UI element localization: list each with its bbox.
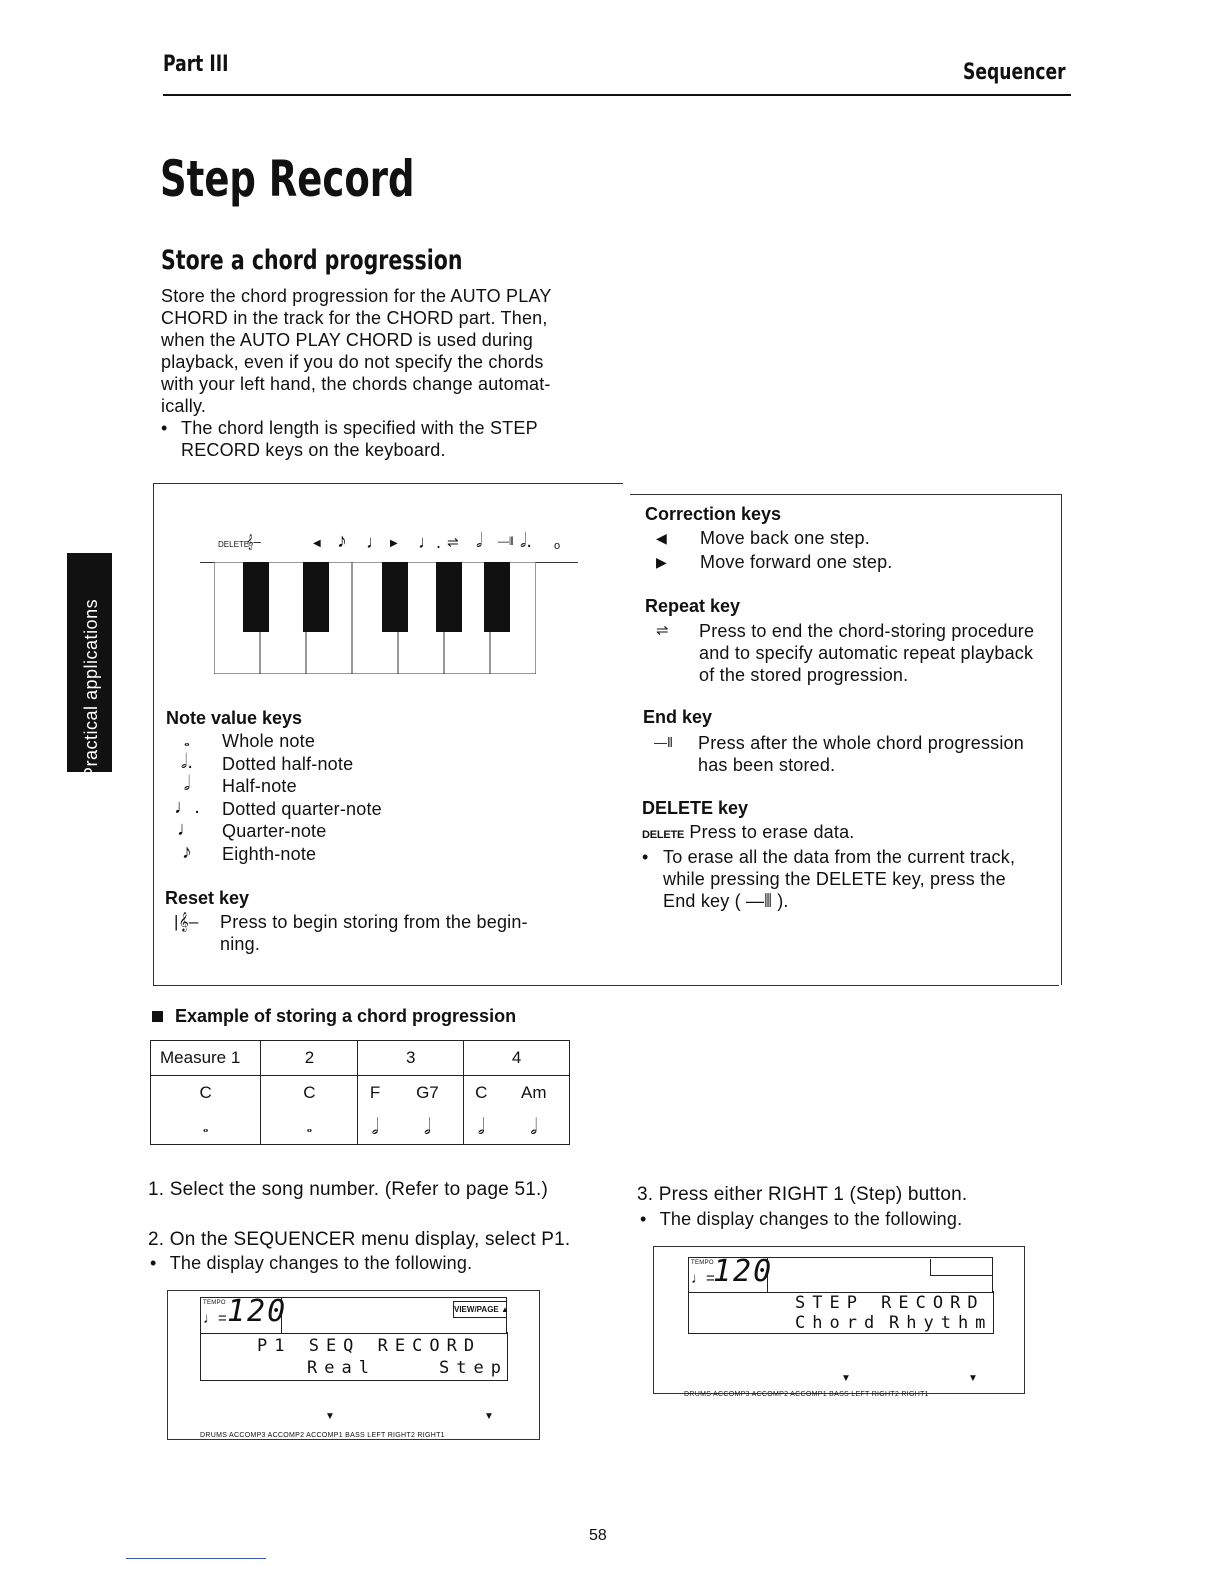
table-cell: 4 [464, 1041, 570, 1076]
piano-keys [214, 562, 536, 674]
lcd-badge-area [930, 1259, 993, 1276]
reset-icon: |𝄞– [174, 912, 199, 931]
delete-key-desc [642, 821, 1057, 912]
correction-keys-list [656, 527, 1036, 575]
lcd-line-2-left: Chord [795, 1313, 882, 1333]
forward-arrow-icon: ▶ [656, 554, 667, 570]
quarter-note-icon: ♩ [366, 532, 384, 552]
repeat-key-line: Press to end the chord-storing procedure [699, 621, 1035, 641]
quarter-note-icon: ♩ [176, 818, 198, 840]
whole-note-icon: 𝅝 [184, 733, 190, 749]
intro-line: CHORD in the track for the CHORD part. Then, [161, 308, 548, 328]
down-arrow-icon: ▼ [841, 1373, 851, 1384]
black-key [436, 562, 462, 632]
table-cell: F [358, 1076, 392, 1111]
reset-key-line: Press to begin storing from the begin- [220, 912, 528, 932]
step-text: Press either RIGHT 1 (Step) button. [658, 1184, 968, 1205]
step-number: 1. [148, 1179, 165, 1200]
repeat-key-desc [656, 620, 1056, 686]
tempo-value: 120 [227, 1294, 288, 1329]
down-arrow-icon: ▼ [968, 1373, 978, 1384]
note-label: Dotted half-note [222, 753, 354, 774]
step-2-bullet [150, 1252, 472, 1274]
example-square-icon [152, 1011, 163, 1022]
page-number: 58 [589, 1527, 607, 1544]
example-heading: Example of storing a chord progression [175, 1006, 517, 1026]
list-item [656, 551, 1036, 575]
section-subtitle: Store a chord progression [161, 245, 463, 276]
bullet-dot: • [150, 1253, 157, 1273]
table-cell: 𝅝 [261, 1110, 358, 1145]
intro-bullet [161, 417, 591, 461]
lcd-main-screen [200, 1332, 508, 1381]
lcd-display-1 [167, 1290, 540, 1440]
step-text: Select the song number. (Refer to page 51.) [169, 1179, 548, 1200]
keys-panel-top-rule-right [630, 494, 1062, 495]
delete-bullet-line: To erase all the data from the current track, [663, 847, 1016, 867]
black-key [484, 562, 510, 632]
step-number: 2. [148, 1229, 165, 1250]
side-tab [67, 553, 112, 779]
tempo-value: 120 [713, 1254, 774, 1289]
end-key-line: has been stored. [698, 755, 836, 775]
intro-line: Store the chord progression for the AUTO PLAY [161, 286, 552, 306]
quarter-note-icon: ♩= [691, 1270, 715, 1287]
view-page-badge: VIEW/PAGE ▲ [453, 1301, 507, 1318]
dotted-quarter-icon: ♩. [418, 532, 442, 552]
half-note-icon: 𝅗𝅥 [183, 773, 191, 795]
delete-key-label: DELETE [218, 540, 250, 549]
note-value-list [166, 730, 466, 865]
table-cell: 𝅗𝅥 [498, 1110, 569, 1145]
note-label: Dotted quarter-note [222, 798, 382, 819]
step-bullet-text: The display changes to the following. [659, 1209, 963, 1229]
lcd-footer: DRUMS ACCOMP3 ACCOMP2 ACCOMP1 BASS LEFT RIGHT2 RIGHT1 [684, 1391, 929, 1398]
table-cell: 2 [261, 1041, 358, 1076]
table-row [151, 1041, 570, 1076]
note-label: Half-note [222, 776, 297, 796]
bullet-dot: • [642, 847, 649, 867]
table-cell: C [464, 1076, 499, 1111]
end-key-heading: End key [643, 707, 713, 727]
repeat-key-line: and to specify automatic repeat playback [699, 643, 1034, 663]
back-arrow-icon: ◀ [313, 538, 321, 549]
table-cell: 𝅝 [151, 1110, 261, 1145]
step-2 [148, 1229, 570, 1251]
back-arrow-icon: ◀ [656, 530, 667, 546]
dotted-quarter-note-icon: ♩. [174, 795, 200, 818]
list-item [166, 750, 466, 776]
correction-keys-heading: Correction keys [645, 504, 782, 524]
delete-key-label: DELETE [642, 829, 685, 841]
table-cell: C [261, 1076, 358, 1111]
step-bullet-text: The display changes to the following. [169, 1253, 473, 1273]
table-cell: Am [498, 1076, 569, 1111]
dotted-half-icon: 𝅗𝅥. [520, 530, 532, 552]
tempo-label: TEMPO [691, 1260, 714, 1266]
step-1 [148, 1179, 548, 1201]
bullet-dot: • [640, 1209, 647, 1229]
table-cell: Measure 1 [151, 1041, 261, 1076]
bullet-dot: • [161, 418, 168, 438]
correction-label: Move back one step. [700, 528, 870, 548]
intro-bullet-line: RECORD keys on the keyboard. [181, 440, 446, 460]
end-icon: —⫴ [498, 536, 514, 548]
header-section: Sequencer [963, 60, 1066, 85]
repeat-icon: ⇌ [656, 622, 669, 639]
delete-bullet-line: while pressing the DELETE key, press the [663, 869, 1006, 889]
delete-bullet-line: End key ( —⫴ ). [663, 891, 789, 911]
step-3 [637, 1184, 967, 1206]
lcd-line-1: P1 SEQ RECORD [257, 1336, 482, 1356]
reset-key-desc [174, 911, 594, 955]
table-cell: 𝅗𝅥 [392, 1110, 464, 1145]
keys-panel-top-rule [153, 483, 623, 484]
table-cell: 𝅗𝅥 [464, 1110, 499, 1145]
repeat-icon: ⇌ [447, 534, 459, 550]
intro-line: when the AUTO PLAY CHORD is used during [161, 330, 533, 350]
list-item [166, 840, 466, 866]
list-item [166, 795, 466, 821]
header-rule [163, 94, 1071, 96]
intro-line: playback, even if you do not specify the chords [161, 352, 544, 372]
down-arrow-icon: ▼ [484, 1411, 494, 1422]
lcd-line-2-left: Real [307, 1358, 376, 1378]
view-page-label: VIEW/PAGE [454, 1305, 499, 1314]
eighth-note-icon: ♪ [337, 530, 347, 552]
step-number: 3. [637, 1184, 654, 1205]
chord-table [150, 1040, 570, 1145]
note-label: Eighth-note [222, 843, 317, 864]
forward-arrow-icon: ▶ [390, 538, 398, 549]
keyboard-diagram [200, 520, 590, 660]
delete-key-line [642, 821, 1057, 846]
lcd-tempo-box [200, 1294, 288, 1334]
note-label: Quarter-note [222, 821, 327, 841]
repeat-key-line: of the stored progression. [699, 665, 909, 685]
lcd-display-2 [653, 1246, 1025, 1398]
end-key-line: Press after the whole chord progression [698, 733, 1024, 753]
keys-panel-right-rule [1061, 494, 1062, 985]
down-arrow-icon: ▼ [325, 1411, 335, 1422]
reset-icon: 𝄞– [246, 534, 261, 549]
intro-line: with your left hand, the chords change automat- [161, 374, 551, 394]
table-cell: 𝅗𝅥 [358, 1110, 392, 1145]
reset-key-line: ning. [220, 934, 261, 954]
page-title: Step Record [160, 150, 415, 208]
half-note-icon: 𝅗𝅥 [476, 530, 483, 552]
dotted-half-note-icon: 𝅗𝅥. [180, 750, 194, 773]
delete-key-heading: DELETE key [642, 798, 749, 818]
reset-key-heading: Reset key [165, 888, 250, 908]
list-item [166, 820, 466, 843]
repeat-key-heading: Repeat key [645, 596, 741, 616]
black-key [382, 562, 408, 632]
quarter-note-icon: ♩= [203, 1310, 227, 1327]
lcd-line-1: STEP RECORD [795, 1293, 985, 1313]
table-cell: C [151, 1076, 261, 1111]
eighth-note-icon: ♪ [181, 840, 193, 863]
end-icon: —⫴ [654, 735, 673, 750]
intro-line: ically. [161, 396, 207, 416]
side-tab-label: Practical applications [81, 598, 101, 779]
correction-label: Move forward one step. [700, 552, 893, 572]
tempo-label: TEMPO [203, 1300, 226, 1306]
table-row [151, 1076, 570, 1111]
black-key [303, 562, 329, 632]
delete-key-text: Press to erase data. [689, 822, 855, 842]
table-cell: G7 [392, 1076, 464, 1111]
black-key [243, 562, 269, 632]
lcd-line-2-right: Rhythm [889, 1313, 993, 1333]
step-text: On the SEQUENCER menu display, select P1. [169, 1229, 571, 1250]
lcd-line-2-right: Step [439, 1358, 508, 1378]
end-key-desc [654, 732, 1054, 776]
step-3-bullet [640, 1208, 962, 1230]
footer-rule [126, 1558, 266, 1559]
note-value-keys-heading: Note value keys [166, 708, 303, 728]
list-item [166, 775, 466, 798]
whole-note-icon: o [554, 540, 561, 552]
note-label: Whole note [222, 731, 316, 751]
intro-paragraph [161, 285, 591, 461]
table-cell: 3 [358, 1041, 464, 1076]
list-item [656, 527, 1036, 551]
intro-bullet-line: The chord length is specified with the STEP [181, 418, 538, 438]
lcd-footer: DRUMS ACCOMP3 ACCOMP2 ACCOMP1 BASS LEFT RIGHT2 RIGHT1 [200, 1432, 445, 1439]
delete-key-bullet [642, 846, 1057, 912]
lcd-main-screen [688, 1291, 994, 1334]
list-item [166, 730, 466, 753]
lcd-tempo-box [688, 1254, 774, 1293]
table-row [151, 1110, 570, 1145]
header-part: Part III [163, 52, 229, 77]
